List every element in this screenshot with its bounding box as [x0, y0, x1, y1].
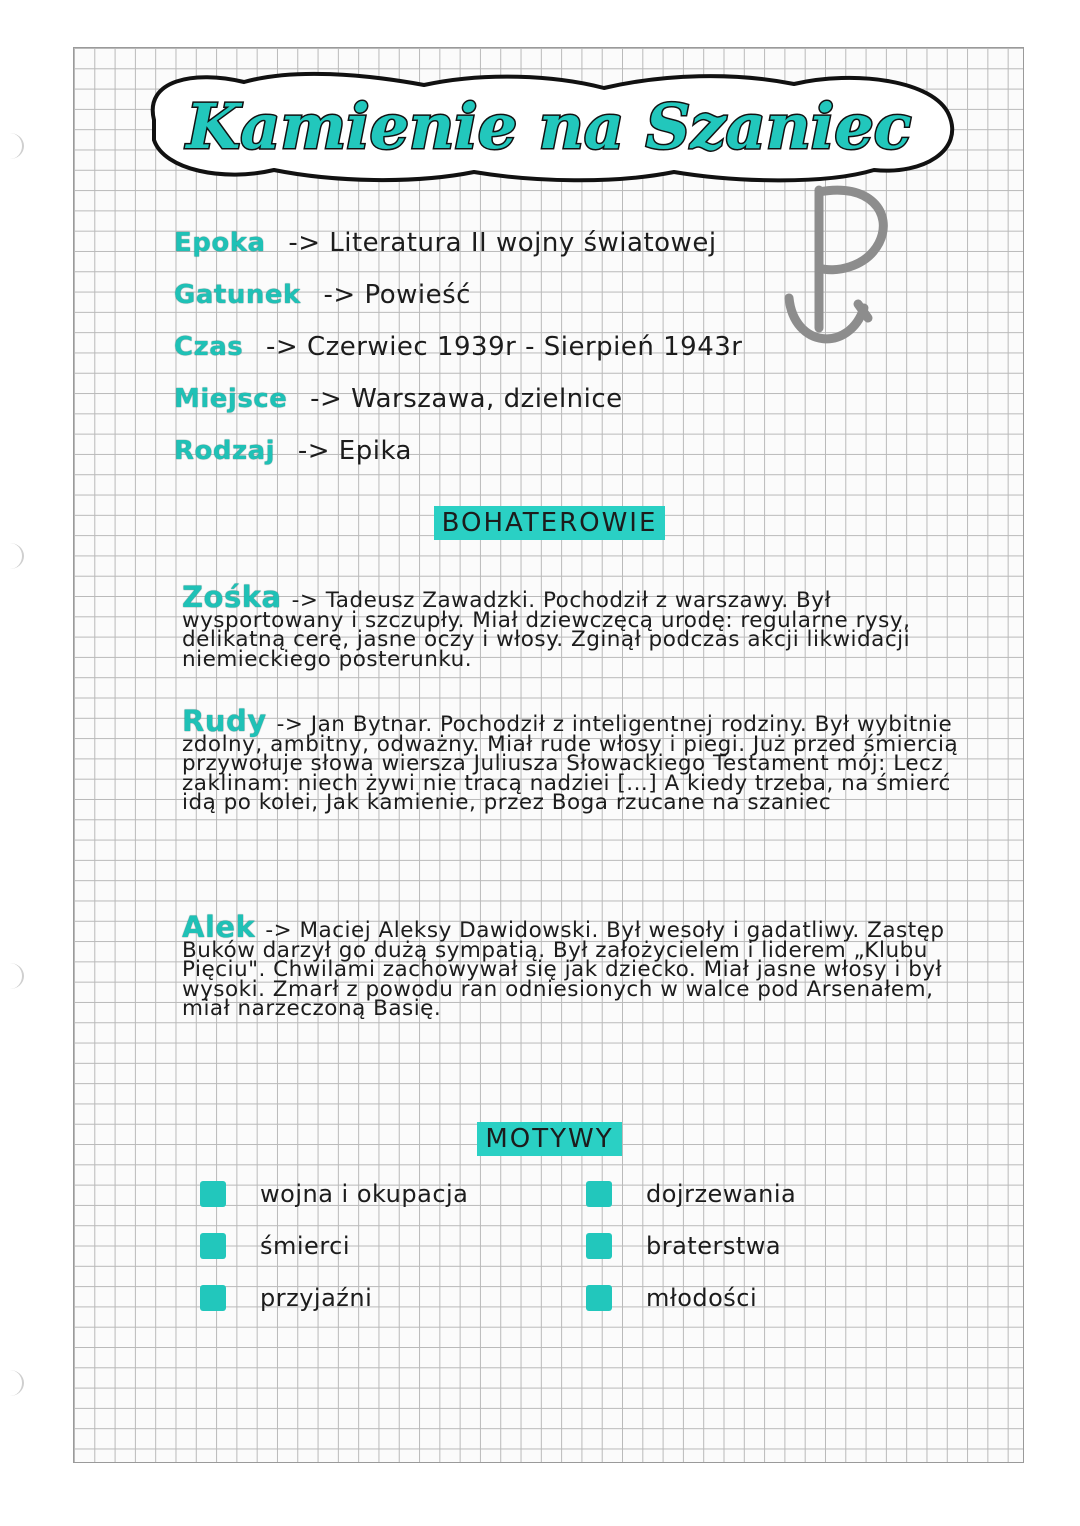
info-value: Epika: [338, 436, 412, 466]
info-value: Warszawa, dzielnice: [351, 384, 623, 414]
motif-item: śmierci: [200, 1232, 350, 1260]
teal-square-bullet-icon: [586, 1181, 612, 1207]
arrow: ->: [310, 384, 343, 414]
hero-name: Rudy: [182, 704, 267, 738]
binder-hole: [0, 133, 24, 159]
motifs-heading: MOTYWY: [74, 1124, 1025, 1154]
motif-item: młodości: [586, 1284, 757, 1312]
info-row-czas: [174, 332, 742, 362]
info-row-miejsce: [174, 384, 623, 414]
info-value: Powieść: [364, 280, 471, 310]
teal-square-bullet-icon: [586, 1233, 612, 1259]
arrow: ->: [323, 280, 356, 310]
motif-item: dojrzewania: [586, 1180, 796, 1208]
arrow: ->: [291, 588, 319, 613]
teal-square-bullet-icon: [200, 1181, 226, 1207]
motif-item: przyjaźni: [200, 1284, 372, 1312]
heroes-heading: BOHATEROWIE: [74, 508, 1025, 538]
hero-rudy: [182, 704, 962, 815]
info-key: Epoka: [174, 228, 266, 258]
hero-zoska: [182, 580, 962, 672]
teal-square-bullet-icon: [200, 1285, 226, 1311]
info-key: Rodzaj: [174, 436, 276, 466]
teal-square-bullet-icon: [200, 1233, 226, 1259]
binder-hole: [0, 1370, 24, 1396]
info-key: Miejsce: [174, 384, 288, 414]
arrow: ->: [297, 436, 331, 466]
info-key: Czas: [174, 332, 244, 362]
arrow: ->: [276, 712, 304, 737]
info-row-rodzaj: [174, 436, 412, 466]
binder-hole: [0, 963, 24, 989]
motif-item: wojna i okupacja: [200, 1180, 468, 1208]
hero-description: Maciej Aleksy Dawidowski. Był wesoły i gadatliwy. Zastęp Buków darzył go dużą sympatią. Był założycielem i liderem „Klubu Pięciu". Chwilami zachowywał się jak dziecko. Miał jasne włosy i był wysoki. Zmarł z powodu ran odniesionych w walce pod Arsenałem, miał narzeczoną Basię.: [182, 918, 945, 1021]
graph-paper-sheet: [73, 47, 1024, 1463]
info-key: Gatunek: [174, 280, 301, 310]
arrow: ->: [265, 918, 293, 943]
kotwica-anchor-icon: [774, 178, 904, 378]
hero-alek: [182, 910, 962, 1021]
info-value: Literatura II wojny światowej: [329, 228, 717, 258]
hero-name: Zośka: [182, 580, 282, 614]
hero-name: Alek: [182, 910, 256, 944]
hero-description: Tadeusz Zawadzki. Pochodził z warszawy. Był wysportowany i szczupły. Miał dziewczęcą urodę: regularne rysy, delikatną cerę, jasne oczy i włosy. Zginął podczas akcji likwidacji niemieckiego posterunku.: [182, 588, 911, 672]
binder-hole: [0, 543, 24, 569]
arrow: ->: [288, 228, 321, 258]
info-row-epoka: [174, 228, 717, 258]
hero-description: Jan Bytnar. Pochodził z inteligentnej rodziny. Był wybitnie zdolny, ambitny, odważny. Miał rude włosy i piegi. Już przed śmiercią przywołuje słowa wiersza Juliusza Słowackiego Testament mój: Lecz zaklinam: niech żywi nie tracą nadziei [...] A kiedy trzeba, na śmierć idą po kolei, Jak kamienie, przez Boga rzucane na szaniec: [182, 712, 959, 815]
teal-square-bullet-icon: [586, 1285, 612, 1311]
info-row-gatunek: [174, 280, 471, 310]
info-value: Czerwiec 1939r - Sierpień 1943r: [306, 332, 743, 362]
arrow: ->: [266, 332, 299, 362]
motif-item: braterstwa: [586, 1232, 781, 1260]
title: Kamienie na Szaniec: [186, 90, 912, 163]
